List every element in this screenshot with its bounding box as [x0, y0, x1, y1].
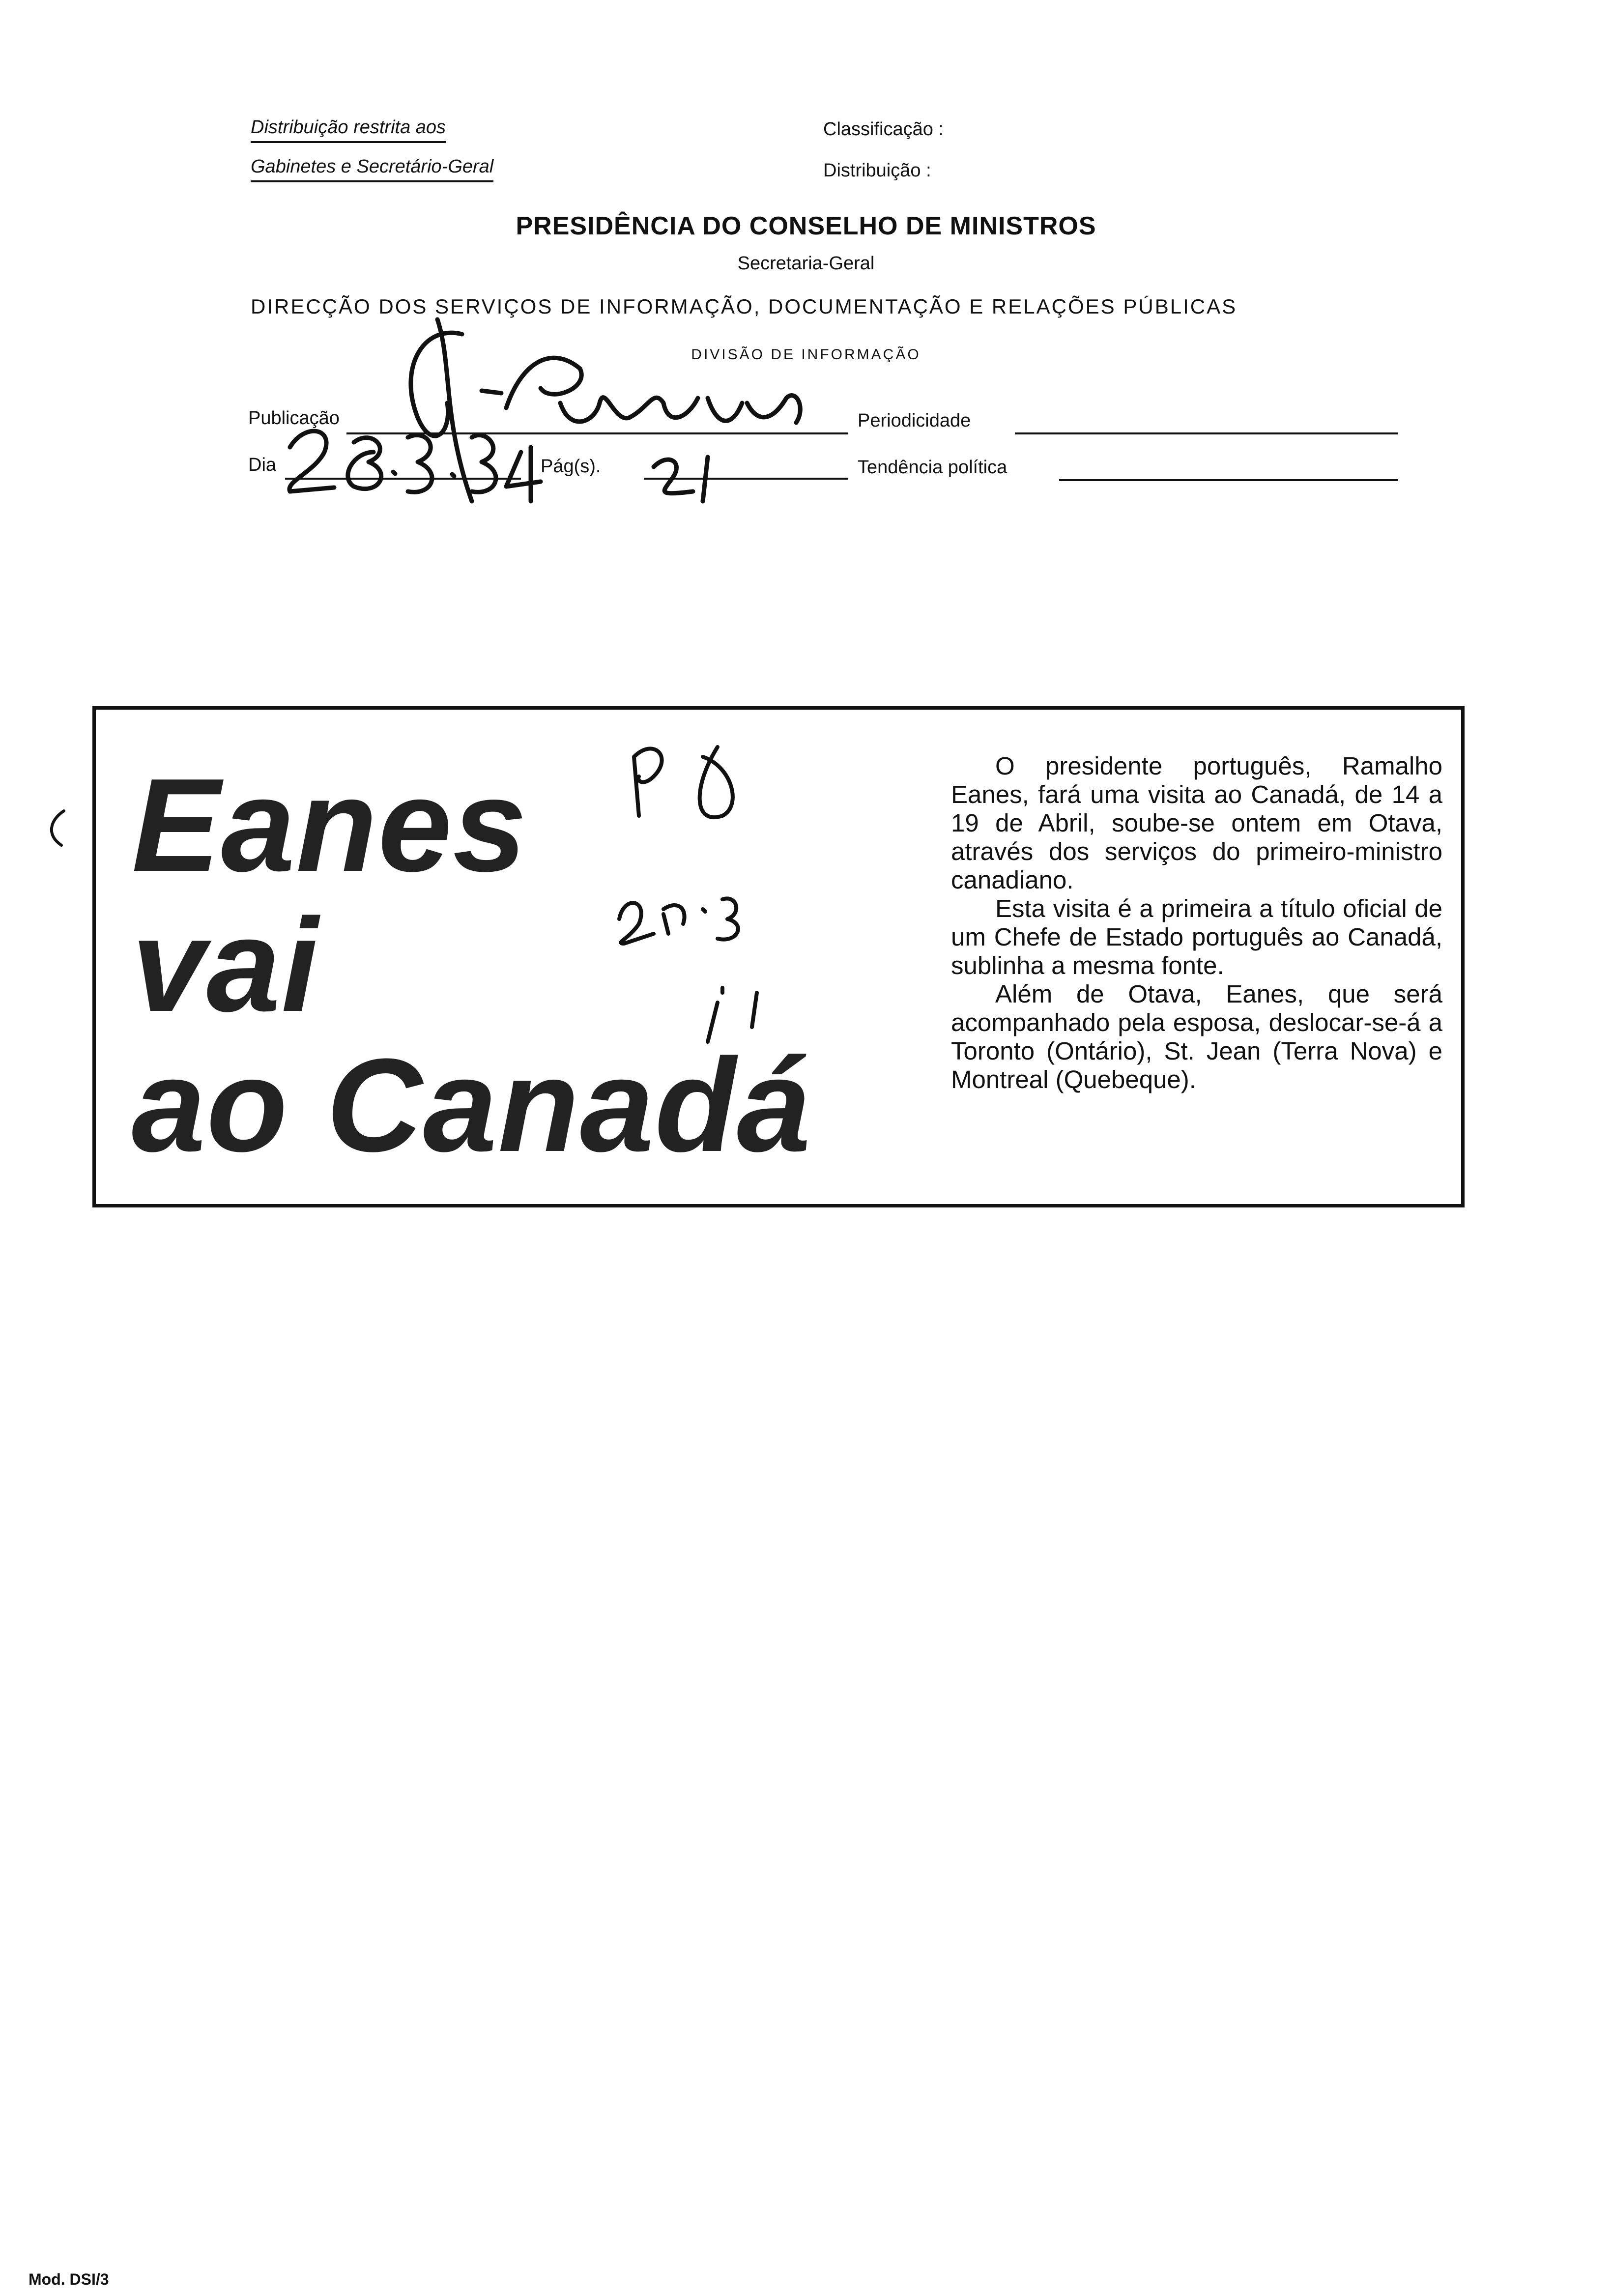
article-paragraph: Esta visita é a primeira a título oficial de um Chefe de Estado português ao Canadá, sublinha a mesma fonte.	[951, 894, 1442, 979]
article-paragraph: O presidente português, Ramalho Eanes, fará uma visita ao Canadá, de 14 a 19 de Abril, soube-se ontem em Otava, através dos serviços do primeiro-ministro canadiano.	[951, 752, 1442, 894]
article-body	[951, 752, 1442, 1094]
restricted-distribution-line-2: Gabinetes e Secretário-Geral	[251, 156, 493, 182]
dia-label: Dia	[248, 455, 277, 475]
form-code: Mod. DSI/3	[29, 2270, 109, 2288]
tendencia-line	[1059, 479, 1398, 481]
publicacao-label: Publicação	[248, 408, 340, 429]
headline-line-2: vai	[132, 891, 319, 1039]
classificacao-label: Classificação :	[823, 119, 944, 140]
pags-label: Pág(s).	[541, 456, 601, 477]
document-subtitle: Secretaria-Geral	[737, 253, 875, 274]
divisao-line: DIVISÃO DE INFORMAÇÃO	[691, 346, 921, 363]
tendencia-label: Tendência política	[858, 457, 1008, 478]
margin-mark	[39, 806, 79, 850]
restricted-distribution-line-1: Distribuição restrita aos	[251, 117, 446, 143]
document-title: PRESIDÊNCIA DO CONSELHO DE MINISTROS	[516, 212, 1096, 240]
handwritten-marks-clipping	[604, 727, 811, 1081]
handwritten-annotation	[275, 305, 865, 511]
periodicidade-line	[1015, 432, 1398, 434]
direccao-line: DIRECÇÃO DOS SERVIÇOS DE INFORMAÇÃO, DOCUMENTAÇÃO E RELAÇÕES PÚBLICAS	[251, 295, 1238, 318]
headline-line-1: Eanes	[132, 751, 528, 899]
distribuicao-label: Distribuição :	[823, 160, 931, 181]
periodicidade-label: Periodicidade	[858, 410, 971, 431]
article-paragraph: Além de Otava, Eanes, que será acompanhado pela esposa, deslocar-se-á a Toronto (Ontário), St. Jean (Terra Nova) e Montreal (Quebeque).	[951, 980, 1442, 1093]
headline-line-3: ao Canadá	[132, 1032, 812, 1179]
